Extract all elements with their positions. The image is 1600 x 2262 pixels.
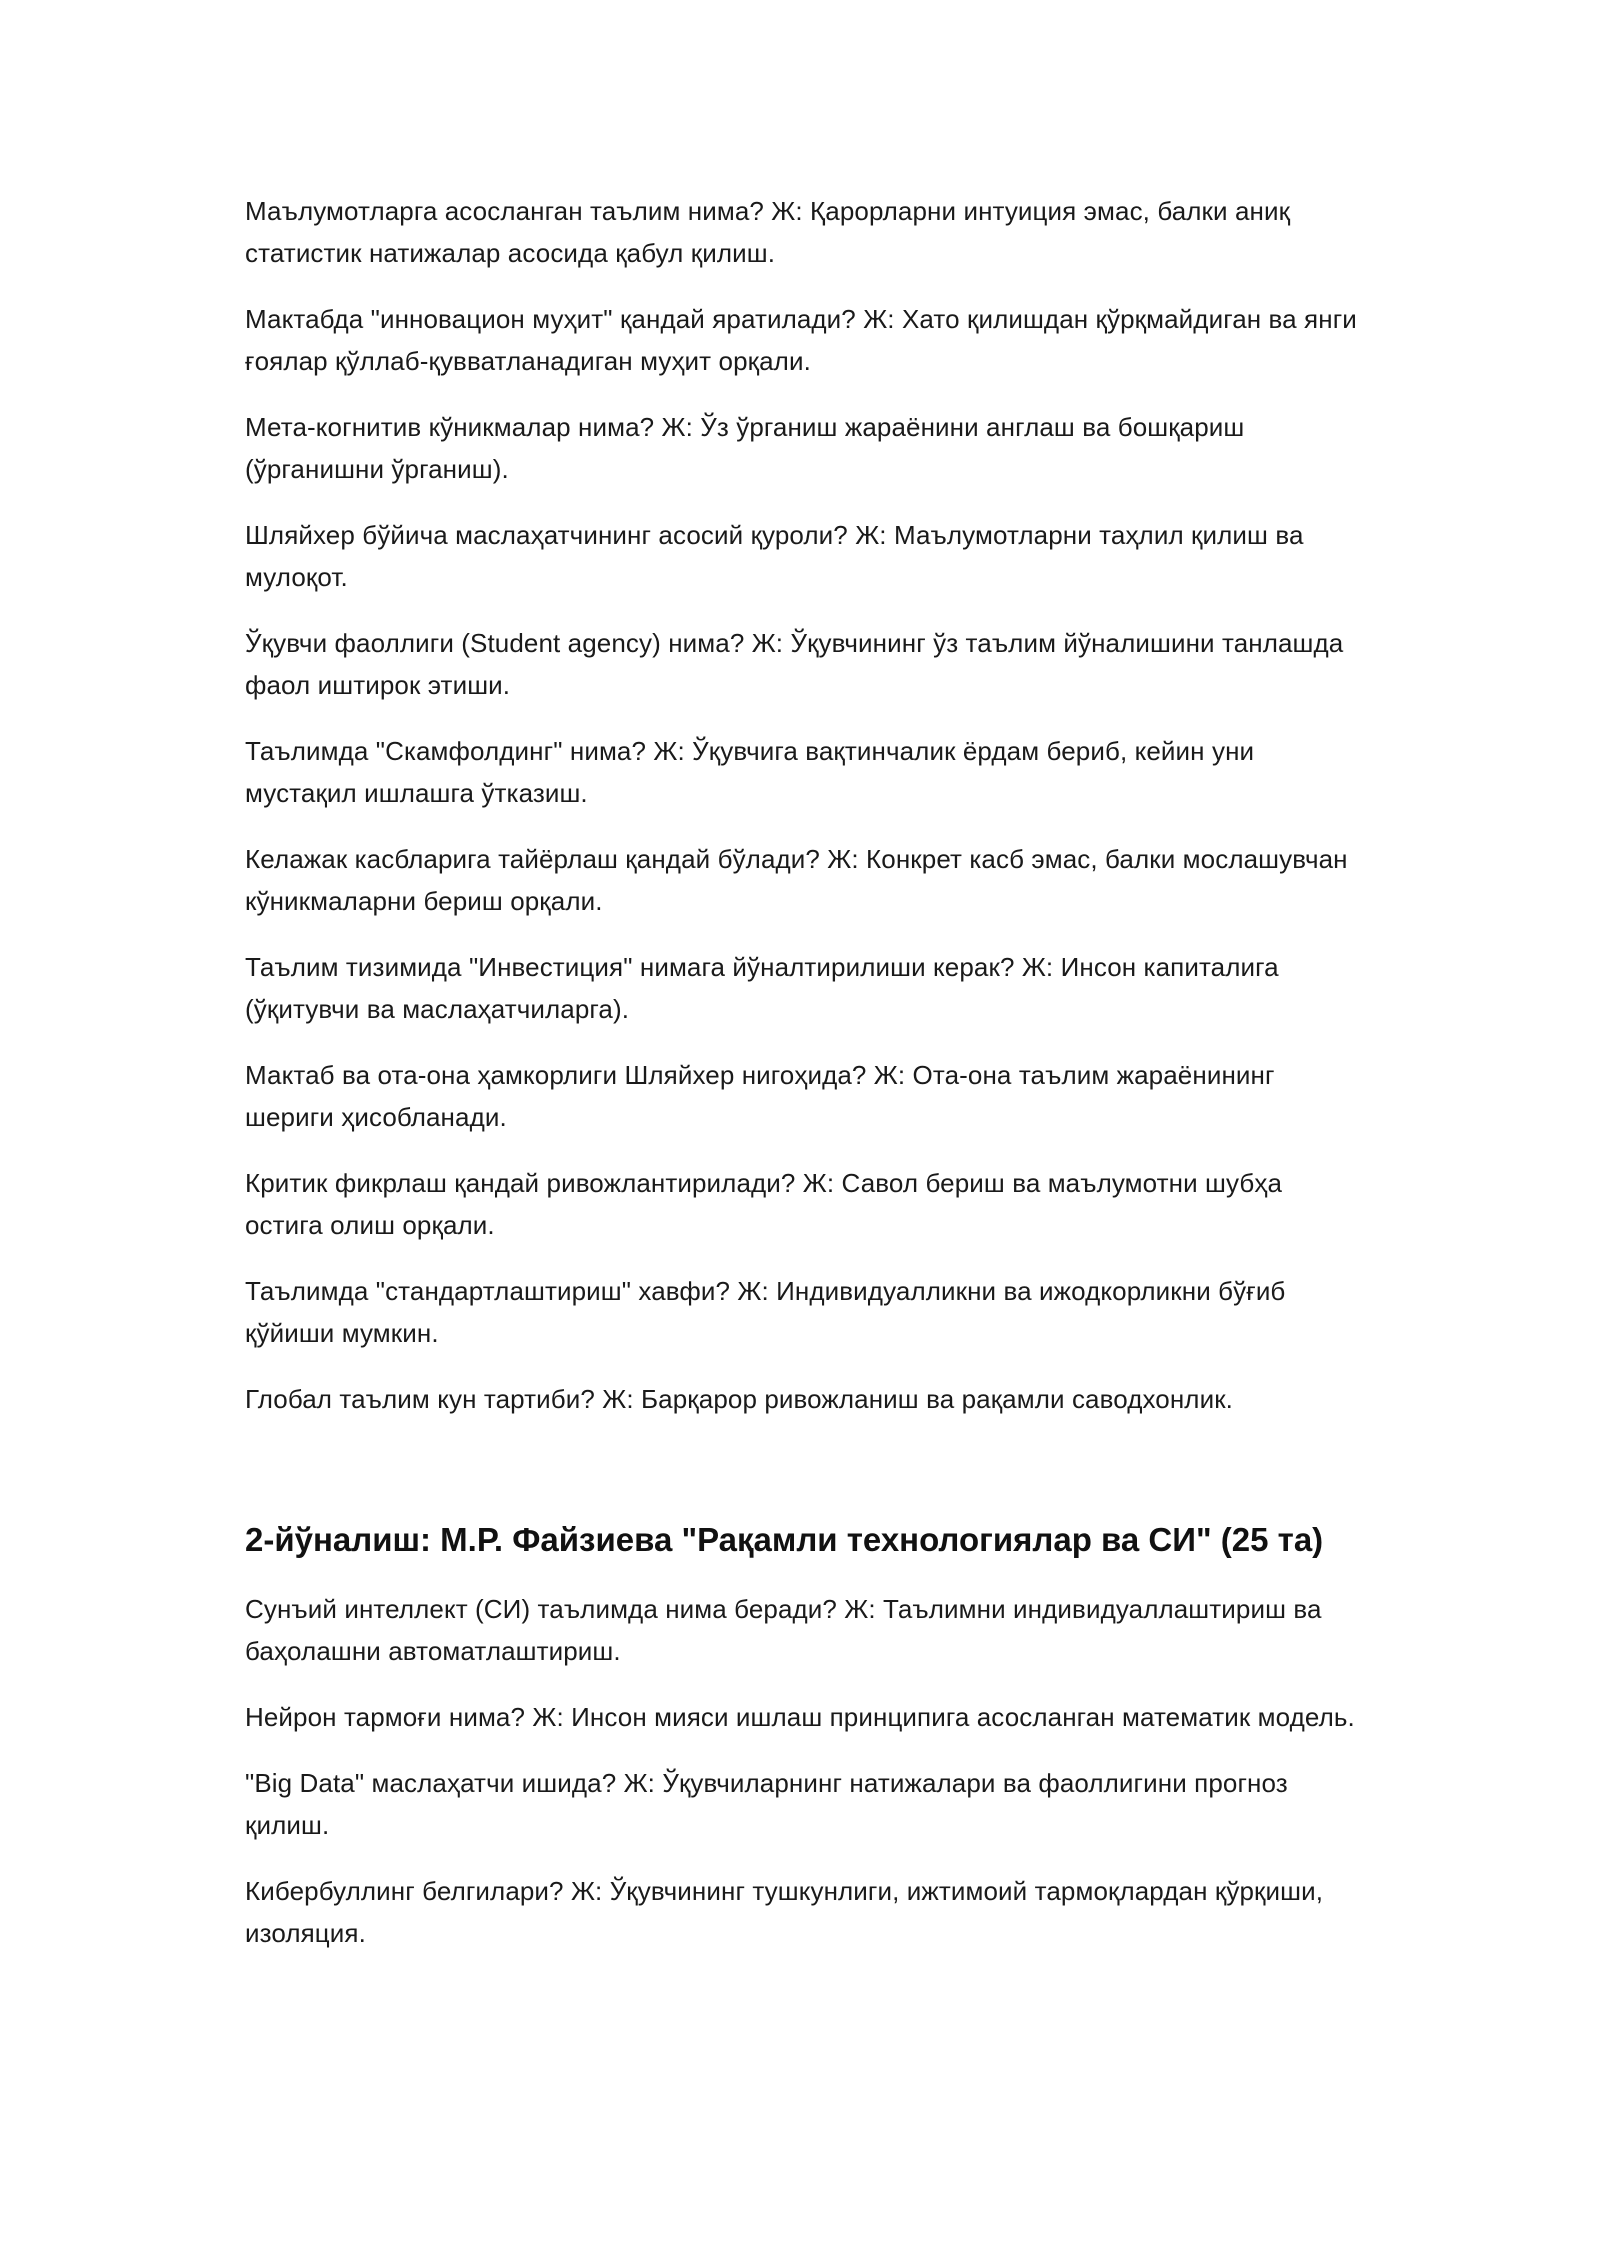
qa-item: Мактабда "инновацион муҳит" қандай яратилади? Ж: Хато қилишдан қўрқмайдиган ва янги ғоялар қўллаб-қувватланадиган муҳит орқали. (245, 304, 1357, 376)
qa-item: Маълумотларга асосланган таълим нима? Ж: Қарорларни интуиция эмас, балки аниқ статистик натижалар асосида қабул қилиш. (245, 196, 1291, 268)
qa-item: Шляйхер бўйича маслаҳатчининг асосий қуроли? Ж: Маълумотларни таҳлил қилиш ва мулоқот. (245, 520, 1304, 592)
qa-item: Мета-когнитив кўникмалар нима? Ж: Ўз ўрганиш жараёнини англаш ва бошқариш (ўрганишни ўрганиш). (245, 412, 1245, 484)
qa-item: Глобал таълим кун тартиби? Ж: Барқарор ривожланиш ва рақамли саводхонлик. (245, 1384, 1233, 1414)
qa-item: Мактаб ва ота-она ҳамкорлиги Шляйхер нигоҳида? Ж: Ота-она таълим жараёнининг шериги ҳисобланади. (245, 1060, 1275, 1132)
qa-item: Таълимда "Скамфолдинг" нима? Ж: Ўқувчига вақтинчалик ёрдам бериб, кейин уни мустақил ишлашга ўтказиш. (245, 736, 1255, 808)
qa-item: Ўқувчи фаоллиги (Student agency) нима? Ж: Ўқувчининг ўз таълим йўналишини танлашда фаол иштирок этиши. (245, 628, 1344, 700)
qa-item: Критик фикрлаш қандай ривожлантирилади? Ж: Савол бериш ва маълумотни шубҳа остига олиш орқали. (245, 1168, 1283, 1240)
document-content (245, 190, 1365, 1978)
qa-item: "Big Data" маслаҳатчи ишида? Ж: Ўқувчиларнинг натижалари ва фаоллигини прогноз қилиш. (245, 1768, 1288, 1840)
qa-item: Таълимда "стандартлаштириш" хавфи? Ж: Индивидуалликни ва ижодкорликни бўғиб қўйиши мумкин. (245, 1276, 1286, 1348)
qa-item: Таълим тизимида "Инвестиция" нимага йўналтирилиши керак? Ж: Инсон капиталига (ўқитувчи ва маслаҳатчиларга). (245, 952, 1279, 1024)
qa-item: Кибербуллинг белгилари? Ж: Ўқувчининг тушкунлиги, ижтимоий тармоқлардан қўрқиши, изоляция. (245, 1876, 1324, 1948)
section-heading: 2-йўналиш: М.Р. Файзиева "Рақамли технологиялар ва СИ" (25 та) (245, 1521, 1324, 1558)
qa-item: Нейрон тармоғи нима? Ж: Инсон мияси ишлаш принципига асосланган математик модель. (245, 1702, 1355, 1732)
qa-item: Келажак касбларига тайёрлаш қандай бўлади? Ж: Конкрет касб эмас, балки мослашувчан кўникмаларни бериш орқали. (245, 844, 1348, 916)
qa-item: Сунъий интеллект (СИ) таълимда нима беради? Ж: Таълимни индивидуаллаштириш ва баҳолашни автоматлаштириш. (245, 1594, 1322, 1666)
